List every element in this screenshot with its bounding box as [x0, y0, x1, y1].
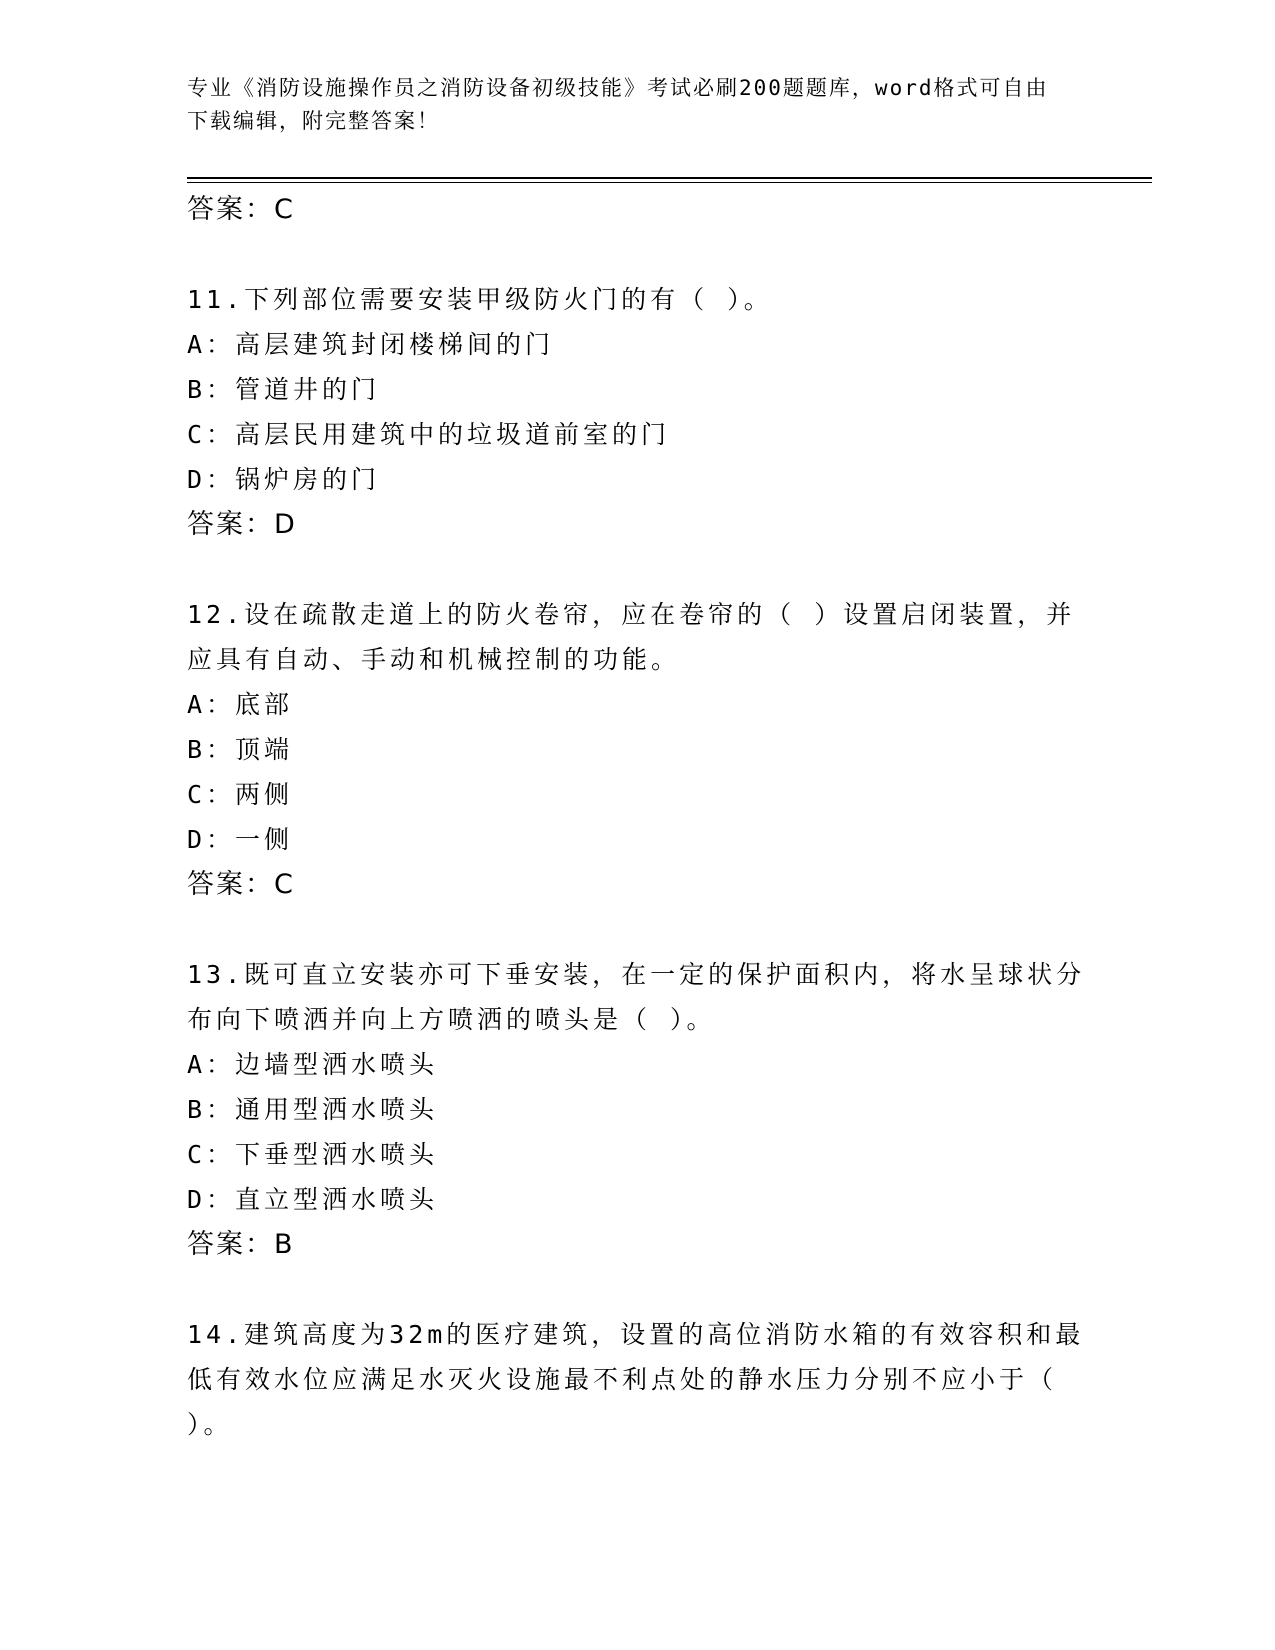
question-12 — [187, 592, 1087, 907]
option-b: B：通用型洒水喷头 — [187, 1095, 439, 1124]
option-a: A：高层建筑封闭楼梯间的门 — [187, 330, 555, 359]
question-text: 11.下列部位需要安装甲级防火门的有（ ）。 — [187, 285, 773, 314]
answer: 答案：B — [187, 1229, 295, 1260]
spacer — [187, 232, 1087, 277]
document-header: 专业《消防设施操作员之消防设备初级技能》考试必刷200题题库，word格式可自由下载编辑，附完整答案！ — [187, 76, 1049, 133]
question-13 — [187, 952, 1087, 1267]
option-c: C：两侧 — [187, 780, 294, 809]
option-d: D：锅炉房的门 — [187, 465, 381, 494]
question-list — [187, 187, 1087, 1447]
header-divider — [187, 177, 1152, 183]
spacer — [187, 1267, 1087, 1312]
option-a: A：边墙型洒水喷头 — [187, 1050, 439, 1079]
question-14 — [187, 1312, 1087, 1447]
question-11 — [187, 277, 1087, 547]
question-text: 12.设在疏散走道上的防火卷帘，应在卷帘的（ ）设置启闭装置，并应具有自动、手动和机械控制的功能。 — [187, 600, 1076, 674]
spacer — [187, 547, 1087, 592]
question-text: 14.建筑高度为32m的医疗建筑，设置的高位消防水箱的有效容积和最低有效水位应满足水灭火设施最不利点处的静水压力分别不应小于（ ）。 — [187, 1320, 1085, 1439]
option-c: C：高层民用建筑中的垃圾道前室的门 — [187, 420, 671, 449]
header-divider-thin — [187, 182, 1152, 183]
answer: 答案：C — [187, 869, 295, 900]
option-b: B：顶端 — [187, 735, 294, 764]
option-c: C：下垂型洒水喷头 — [187, 1140, 439, 1169]
header-divider-thick — [187, 177, 1152, 179]
option-b: B：管道井的门 — [187, 375, 381, 404]
option-d: D：一侧 — [187, 825, 294, 854]
option-d: D：直立型洒水喷头 — [187, 1185, 439, 1214]
previous-answer: 答案：C — [187, 194, 295, 225]
answer: 答案：D — [187, 509, 297, 540]
option-a: A：底部 — [187, 690, 294, 719]
spacer — [187, 907, 1087, 952]
question-text: 13.既可直立安装亦可下垂安装，在一定的保护面积内，将水呈球状分布向下喷洒并向上方喷洒的喷头是（ ）。 — [187, 960, 1086, 1034]
